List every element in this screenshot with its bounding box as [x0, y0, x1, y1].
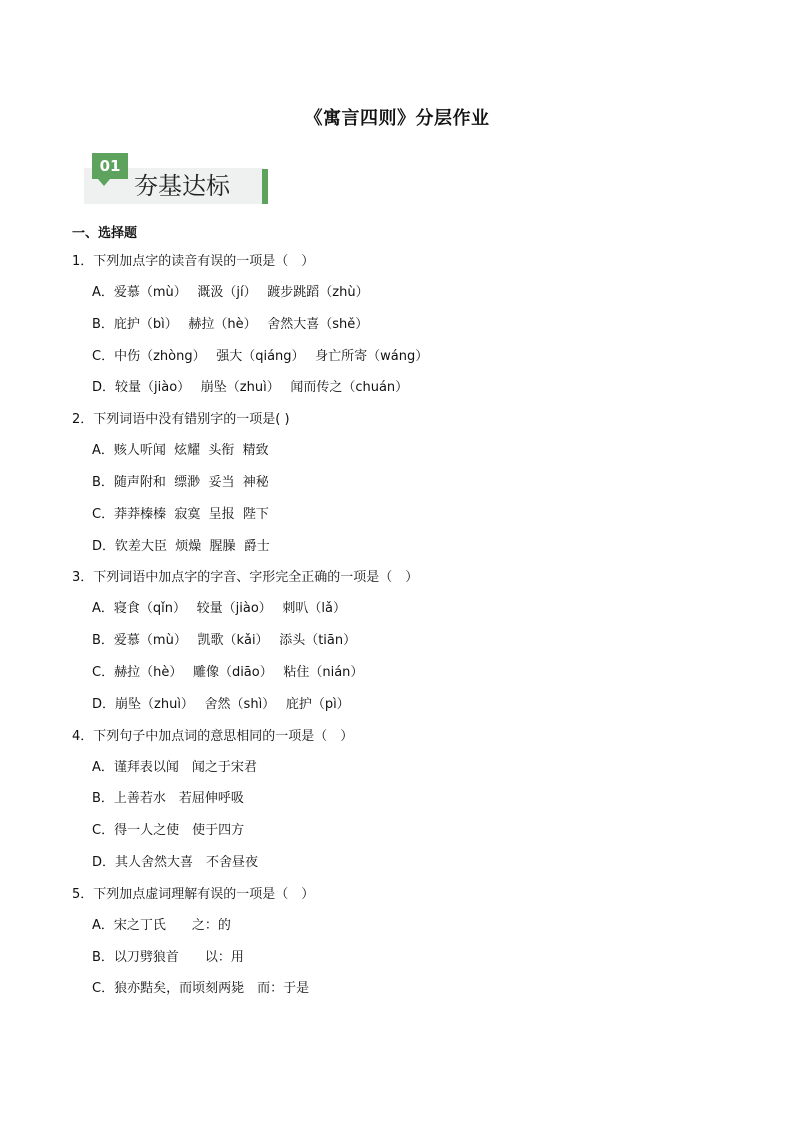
banner-badge-tail — [98, 179, 110, 186]
banner-accent-bar — [262, 169, 268, 204]
option-a: A．谨拜表以闻 闻之于宋君 — [92, 759, 257, 775]
banner-number-badge: 01 — [92, 153, 128, 179]
option-d: D．钦差大臣 烦燥 腥臊 爵士 — [92, 538, 270, 554]
question-1 — [72, 246, 732, 404]
page-title: 《寓言四则》分层作业 — [304, 108, 490, 129]
option-c: C．得一人之使 使于四方 — [92, 823, 245, 839]
option-c: C．莽莽榛榛 寂寞 呈报 陛下 — [92, 506, 269, 522]
option-b: B．爱慕（mù） 凯歌（kǎi） 添头（tiān） — [92, 633, 357, 649]
option-c: C．中伤（zhòng） 强大（qiáng） 身亡所寄（wáng） — [92, 348, 429, 364]
option-d: D．较量（jiào） 崩坠（zhuì） 闻而传之（chuán） — [92, 380, 409, 396]
option-b: B．随声附和 缥渺 妥当 神秘 — [92, 474, 269, 490]
question-stem: 5．下列加点虚词理解有误的一项是（ ） — [72, 886, 315, 902]
section-heading: 一、选择题 — [72, 226, 138, 241]
section-banner — [84, 150, 274, 208]
option-b: B．上善若水 若屈伸呼吸 — [92, 791, 244, 807]
question-3 — [72, 562, 732, 720]
option-c: C．狼亦黠矣，而顷刻两毙 而：于是 — [92, 981, 310, 997]
question-stem: 1．下列加点字的读音有误的一项是（ ） — [72, 254, 315, 269]
option-c: C．赫拉（hè） 雕像（diāo） 粘住（nián） — [92, 664, 364, 680]
question-stem: 3．下列词语中加点字的字音、字形完全正确的一项是（ ） — [72, 570, 419, 586]
question-list — [72, 222, 732, 1005]
option-a: A．爱慕（mù） 溉汲（jí） 踱步跳蹈（zhù） — [92, 285, 369, 300]
option-a: A．宋之丁氏 之：的 — [92, 917, 231, 933]
option-d: D．其人舍然大喜 不舍昼夜 — [92, 854, 259, 870]
question-5 — [72, 879, 732, 1005]
option-a: A．寝食（qǐn） 较量（jiào） 刺叭（lǎ） — [92, 601, 346, 617]
option-a: A．赅人听闻 炫耀 头衔 精致 — [92, 443, 269, 459]
question-stem: 4．下列句子中加点词的意思相同的一项是（ ） — [72, 728, 354, 744]
option-b: B．以刀劈狼首 以：用 — [92, 949, 244, 965]
question-4 — [72, 721, 732, 879]
banner-label: 夯基达标 — [134, 172, 230, 200]
question-stem: 2．下列词语中没有错别字的一项是( ) — [72, 412, 290, 428]
question-2 — [72, 404, 732, 562]
option-b: B．庇护（bì） 赫拉（hè） 舍然大喜（shě） — [92, 316, 369, 332]
option-d: D．崩坠（zhuì） 舍然（shì） 庇护（pì） — [92, 696, 350, 712]
